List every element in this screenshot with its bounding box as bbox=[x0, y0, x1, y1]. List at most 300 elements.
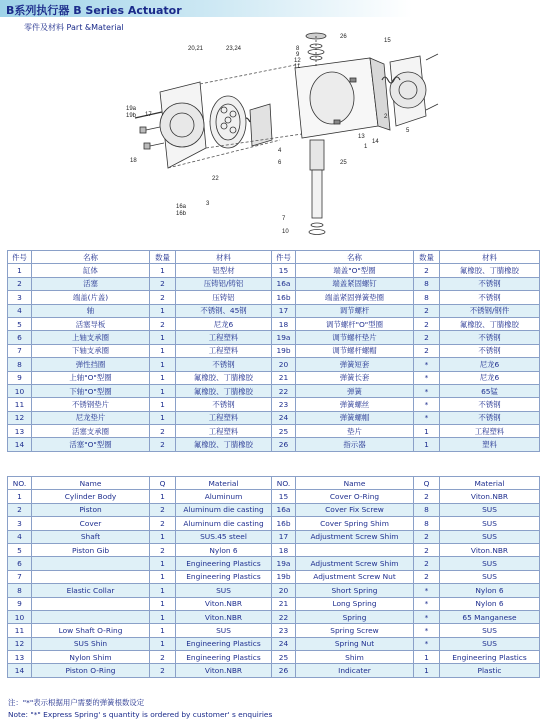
table-cell: 9 bbox=[8, 597, 32, 610]
table-cell: 8 bbox=[414, 517, 440, 530]
callout: 5 bbox=[406, 128, 410, 134]
table-row bbox=[8, 543, 540, 556]
table-row bbox=[8, 317, 540, 330]
callout: 3 bbox=[206, 201, 210, 207]
table-cell: 1 bbox=[150, 610, 176, 623]
table-cell: 19a bbox=[272, 557, 296, 570]
table-cell: 不锈钢 bbox=[440, 398, 540, 411]
table-cell: 8 bbox=[414, 503, 440, 516]
column-header: Q bbox=[150, 477, 176, 490]
page-subtitle: 零件及材料 Part &Material bbox=[24, 23, 124, 32]
table-cell: * bbox=[414, 610, 440, 623]
table-cell: 2 bbox=[150, 277, 176, 290]
table-cell: 8 bbox=[8, 584, 32, 597]
table-cell: 氟橡胶、丁腈橡胶 bbox=[176, 438, 272, 451]
table-cell: 1 bbox=[150, 304, 176, 317]
table-cell: 2 bbox=[8, 503, 32, 516]
table-cell: 不锈钢 bbox=[440, 344, 540, 357]
table-cell: 24 bbox=[272, 411, 296, 424]
table-cell: Long Spring bbox=[296, 597, 414, 610]
table-cell: 4 bbox=[8, 530, 32, 543]
callout: 12 bbox=[294, 58, 301, 64]
table-cell: 1 bbox=[150, 597, 176, 610]
callout: 20,21 bbox=[188, 46, 204, 52]
table-cell: Short Spring bbox=[296, 584, 414, 597]
table-row bbox=[8, 570, 540, 583]
table-cell: 7 bbox=[8, 344, 32, 357]
table-cell: Aluminum bbox=[176, 490, 272, 503]
table-cell: 13 bbox=[8, 425, 32, 438]
table-cell: 19b bbox=[272, 570, 296, 583]
callout: 8 bbox=[296, 46, 300, 52]
table-cell: 1 bbox=[150, 584, 176, 597]
table-cell: Shaft bbox=[32, 530, 150, 543]
table-cell: * bbox=[414, 384, 440, 397]
table-cell: Aluminum die casting bbox=[176, 517, 272, 530]
parts-table-chinese bbox=[7, 250, 540, 452]
table-cell: 压铸铝 bbox=[176, 291, 272, 304]
table-cell: 14 bbox=[8, 664, 32, 677]
table-cell: * bbox=[414, 371, 440, 384]
table-cell: 氟橡胶、丁腈橡胶 bbox=[440, 317, 540, 330]
table-cell: Piston Gib bbox=[32, 543, 150, 556]
note-chinese: 注："*"表示根据用户需要的弹簧根数设定 bbox=[8, 698, 145, 707]
table-cell: 65 Manganese bbox=[440, 610, 540, 623]
callout: 14 bbox=[372, 139, 379, 145]
table-cell: 尼龙6 bbox=[440, 371, 540, 384]
column-header: Name bbox=[32, 477, 150, 490]
table-cell: 不锈钢 bbox=[176, 398, 272, 411]
cylinder-body bbox=[295, 58, 390, 138]
table-cell: Cylinder Body bbox=[32, 490, 150, 503]
table-cell: 19a bbox=[272, 331, 296, 344]
table-cell: Nylon 6 bbox=[176, 543, 272, 556]
table-cell: 2 bbox=[414, 344, 440, 357]
table-cell: * bbox=[414, 358, 440, 371]
table-cell: 不锈钢 bbox=[176, 358, 272, 371]
exploded-view-drawing bbox=[120, 30, 440, 245]
callout: 15 bbox=[384, 38, 391, 44]
table-cell: 2 bbox=[414, 570, 440, 583]
note-english: Note: "*" Express Spring' s quantity is ordered by customer' s enquiries bbox=[8, 710, 273, 719]
table-cell: 活塞支承圈 bbox=[32, 425, 150, 438]
table-row bbox=[8, 384, 540, 397]
table-cell: Low Shaft O-Ring bbox=[32, 624, 150, 637]
column-header: 名称 bbox=[296, 251, 414, 264]
table-cell: 不锈钢垫片 bbox=[32, 398, 150, 411]
table-cell: SUS Shin bbox=[32, 637, 150, 650]
table-cell: 16b bbox=[272, 291, 296, 304]
table-cell: 2 bbox=[414, 317, 440, 330]
table-cell: 工程塑料 bbox=[176, 425, 272, 438]
table-cell: Viton.NBR bbox=[176, 597, 272, 610]
table-cell: 10 bbox=[8, 610, 32, 623]
title-bar bbox=[0, 0, 550, 17]
callout: 13 bbox=[358, 134, 365, 140]
table-row bbox=[8, 597, 540, 610]
table-cell: 8 bbox=[8, 358, 32, 371]
column-header: NO. bbox=[8, 477, 32, 490]
table-row bbox=[8, 398, 540, 411]
callout: 22 bbox=[212, 176, 219, 182]
table-cell: 2 bbox=[150, 651, 176, 664]
table-cell: 17 bbox=[272, 530, 296, 543]
callout: 2 bbox=[384, 114, 388, 120]
table-cell: Cover Fix Screw bbox=[296, 503, 414, 516]
table-row bbox=[8, 331, 540, 344]
table-cell: 5 bbox=[8, 317, 32, 330]
table-cell: 下轴支承圈 bbox=[32, 344, 150, 357]
table-cell: 2 bbox=[150, 317, 176, 330]
table-cell: Engineering Plastics bbox=[176, 637, 272, 650]
table-cell: 24 bbox=[272, 637, 296, 650]
table-cell: Cover Spring Shim bbox=[296, 517, 414, 530]
table-cell: Plastic bbox=[440, 664, 540, 677]
table-cell: 弹簧 bbox=[296, 384, 414, 397]
table-cell: 10 bbox=[8, 384, 32, 397]
table-cell: Cover bbox=[32, 517, 150, 530]
table-cell: 弹簧螺帽 bbox=[296, 411, 414, 424]
table-cell: 4 bbox=[8, 304, 32, 317]
table-cell: 2 bbox=[414, 543, 440, 556]
table-cell: 不锈钢 bbox=[440, 411, 540, 424]
table-cell: 2 bbox=[414, 530, 440, 543]
table-cell: 1 bbox=[414, 651, 440, 664]
table-cell: 调节螺杆"O"型圈 bbox=[296, 317, 414, 330]
table-cell: 端盖"O"型圈 bbox=[296, 264, 414, 277]
table-cell: 1 bbox=[150, 624, 176, 637]
table-cell: 25 bbox=[272, 425, 296, 438]
table-cell: Shim bbox=[296, 651, 414, 664]
table-cell: SUS bbox=[440, 624, 540, 637]
table-cell: * bbox=[414, 597, 440, 610]
table-row bbox=[8, 411, 540, 424]
table-cell: 19b bbox=[272, 344, 296, 357]
table-row bbox=[8, 425, 540, 438]
table-cell: Elastic Collar bbox=[32, 584, 150, 597]
table-cell bbox=[32, 570, 150, 583]
table-cell: 上轴支承圈 bbox=[32, 331, 150, 344]
callout: 16b bbox=[176, 211, 187, 217]
table-cell: 21 bbox=[272, 371, 296, 384]
callout: 16a bbox=[176, 204, 187, 210]
table-cell: 下轴"O"型圈 bbox=[32, 384, 150, 397]
table-cell: SUS bbox=[440, 637, 540, 650]
table-cell: 1 bbox=[150, 264, 176, 277]
table-cell: SUS bbox=[440, 570, 540, 583]
callout: 23,24 bbox=[226, 46, 242, 52]
table-cell: 1 bbox=[150, 637, 176, 650]
table-row bbox=[8, 664, 540, 677]
table-cell: 缸体 bbox=[32, 264, 150, 277]
table-cell: 5 bbox=[8, 543, 32, 556]
table-cell: 2 bbox=[414, 557, 440, 570]
table-cell: SUS bbox=[176, 584, 272, 597]
table-cell: Nylon Shim bbox=[32, 651, 150, 664]
callout: 6 bbox=[278, 160, 282, 166]
table-cell: SUS bbox=[440, 557, 540, 570]
table-cell: 1 bbox=[414, 664, 440, 677]
table-cell: 25 bbox=[272, 651, 296, 664]
table-cell: * bbox=[414, 398, 440, 411]
table-cell: 工程塑料 bbox=[176, 331, 272, 344]
table-row bbox=[8, 530, 540, 543]
table-cell: Viton.NBR bbox=[176, 664, 272, 677]
table-cell: 弹簧短套 bbox=[296, 358, 414, 371]
table-cell: 2 bbox=[150, 543, 176, 556]
table-cell: Nylon 6 bbox=[440, 584, 540, 597]
table-cell: 12 bbox=[8, 411, 32, 424]
table-cell: 65锰 bbox=[440, 384, 540, 397]
table-cell: 2 bbox=[150, 517, 176, 530]
table-cell: SUS.45 steel bbox=[176, 530, 272, 543]
table-cell: 1 bbox=[150, 411, 176, 424]
table-cell: 弹簧长套 bbox=[296, 371, 414, 384]
table-cell: 11 bbox=[8, 624, 32, 637]
table-cell: 1 bbox=[8, 490, 32, 503]
table-cell: 端盖(片盖) bbox=[32, 291, 150, 304]
table-cell: 1 bbox=[150, 530, 176, 543]
table-cell: 18 bbox=[272, 543, 296, 556]
table-cell: 8 bbox=[414, 277, 440, 290]
table-cell: 1 bbox=[150, 331, 176, 344]
table-cell: 2 bbox=[414, 331, 440, 344]
table-row bbox=[8, 503, 540, 516]
callout: 25 bbox=[340, 160, 347, 166]
callout: 4 bbox=[278, 148, 282, 154]
table-cell: 垫片 bbox=[296, 425, 414, 438]
table-cell: 7 bbox=[8, 570, 32, 583]
table-cell: 14 bbox=[8, 438, 32, 451]
table-cell: 23 bbox=[272, 624, 296, 637]
table-cell: 22 bbox=[272, 610, 296, 623]
table-cell: 17 bbox=[272, 304, 296, 317]
table-cell: 2 bbox=[150, 425, 176, 438]
table-cell: 压铸铝/铸铝 bbox=[176, 277, 272, 290]
table-cell: 1 bbox=[414, 425, 440, 438]
table-cell: 尼龙6 bbox=[440, 358, 540, 371]
table-cell: 工程塑料 bbox=[440, 425, 540, 438]
table-cell: 11 bbox=[8, 398, 32, 411]
table-cell: Spring Nut bbox=[296, 637, 414, 650]
table-cell: * bbox=[414, 637, 440, 650]
callout: 11 bbox=[294, 64, 301, 70]
table-cell: 不锈钢/钢件 bbox=[440, 304, 540, 317]
column-header: 数量 bbox=[150, 251, 176, 264]
table-cell: 20 bbox=[272, 358, 296, 371]
table-cell bbox=[32, 597, 150, 610]
table-row bbox=[8, 637, 540, 650]
table-cell: 1 bbox=[150, 384, 176, 397]
table-cell: 2 bbox=[150, 664, 176, 677]
table-cell: 1 bbox=[150, 557, 176, 570]
table-cell: 工程塑料 bbox=[176, 344, 272, 357]
table-cell: 端盖紧固螺钉 bbox=[296, 277, 414, 290]
table-cell: 2 bbox=[414, 304, 440, 317]
table-cell: 塑料 bbox=[440, 438, 540, 451]
table-cell: 铝型材 bbox=[176, 264, 272, 277]
table-cell: Viton.NBR bbox=[440, 490, 540, 503]
column-header: Material bbox=[176, 477, 272, 490]
table-cell: SUS bbox=[440, 517, 540, 530]
table-cell: 氟橡胶、丁腈橡胶 bbox=[176, 384, 272, 397]
table-cell: 26 bbox=[272, 438, 296, 451]
table-cell: 弹簧螺丝 bbox=[296, 398, 414, 411]
table-cell: Spring bbox=[296, 610, 414, 623]
table-cell: 尼龙6 bbox=[176, 317, 272, 330]
table-row bbox=[8, 490, 540, 503]
parts-table-english bbox=[7, 476, 540, 678]
table-cell: Piston bbox=[32, 503, 150, 516]
column-header: Q bbox=[414, 477, 440, 490]
table-cell: 23 bbox=[272, 398, 296, 411]
page-title: B系列执行器 B Series Actuator bbox=[6, 4, 182, 17]
table-cell: Indicater bbox=[296, 664, 414, 677]
table-cell: 活塞"O"型圈 bbox=[32, 438, 150, 451]
table-cell: 2 bbox=[150, 291, 176, 304]
callout: 17 bbox=[145, 112, 152, 118]
table-cell: Engineering Plastics bbox=[176, 570, 272, 583]
table-cell: 调节螺杆螺帽 bbox=[296, 344, 414, 357]
table-cell: 弹性挡圈 bbox=[32, 358, 150, 371]
callout: 26 bbox=[340, 34, 347, 40]
column-header: 数量 bbox=[414, 251, 440, 264]
table-cell: 3 bbox=[8, 291, 32, 304]
callout: 1 bbox=[364, 144, 368, 150]
table-cell: 1 bbox=[414, 438, 440, 451]
table-row bbox=[8, 277, 540, 290]
table-row bbox=[8, 304, 540, 317]
table-cell: 2 bbox=[8, 277, 32, 290]
table-cell: SUS bbox=[176, 624, 272, 637]
table-row bbox=[8, 610, 540, 623]
table-cell: Nylon 6 bbox=[440, 597, 540, 610]
table-cell: 工程塑料 bbox=[176, 411, 272, 424]
table-row bbox=[8, 651, 540, 664]
callout: 9 bbox=[296, 52, 300, 58]
table-cell: * bbox=[414, 411, 440, 424]
table-cell: 6 bbox=[8, 557, 32, 570]
table-cell: 轴 bbox=[32, 304, 150, 317]
table-cell: 不锈钢 bbox=[440, 291, 540, 304]
table-cell: Viton.NBR bbox=[176, 610, 272, 623]
table-cell: 2 bbox=[414, 490, 440, 503]
table-cell: 1 bbox=[8, 264, 32, 277]
callout: 10 bbox=[282, 229, 289, 235]
column-header: 件号 bbox=[272, 251, 296, 264]
table-cell: Adjustment Screw Shim bbox=[296, 557, 414, 570]
column-header: 材料 bbox=[440, 251, 540, 264]
callout: 19a bbox=[126, 106, 137, 112]
table-cell: 不锈钢、45钢 bbox=[176, 304, 272, 317]
callout: 19b bbox=[126, 113, 137, 119]
table-row bbox=[8, 291, 540, 304]
table-cell: 调节螺杆 bbox=[296, 304, 414, 317]
table-cell: SUS bbox=[440, 503, 540, 516]
table-cell: 氟橡胶、丁腈橡胶 bbox=[440, 264, 540, 277]
table-cell: 16a bbox=[272, 503, 296, 516]
table-cell: * bbox=[414, 584, 440, 597]
table-cell: 26 bbox=[272, 664, 296, 677]
table-header-row bbox=[8, 477, 540, 490]
table-cell bbox=[296, 543, 414, 556]
callout: 7 bbox=[282, 216, 286, 222]
table-cell: 16b bbox=[272, 517, 296, 530]
table-cell: Adjustment Screw Shim bbox=[296, 530, 414, 543]
table-cell: 指示器 bbox=[296, 438, 414, 451]
table-row bbox=[8, 438, 540, 451]
table-cell: 2 bbox=[150, 438, 176, 451]
table-cell: 21 bbox=[272, 597, 296, 610]
table-cell: Spring Screw bbox=[296, 624, 414, 637]
table-cell: 22 bbox=[272, 384, 296, 397]
table-row bbox=[8, 624, 540, 637]
table-cell: 上轴"O"型圈 bbox=[32, 371, 150, 384]
table-cell: 6 bbox=[8, 331, 32, 344]
table-cell: 活塞 bbox=[32, 277, 150, 290]
table-cell: 1 bbox=[150, 358, 176, 371]
table-cell: 活塞导板 bbox=[32, 317, 150, 330]
table-cell: 15 bbox=[272, 264, 296, 277]
table-cell: 3 bbox=[8, 517, 32, 530]
table-cell: Engineering Plastics bbox=[176, 557, 272, 570]
table-row bbox=[8, 371, 540, 384]
table-cell: 调节螺杆垫片 bbox=[296, 331, 414, 344]
table-cell: 20 bbox=[272, 584, 296, 597]
table-cell: 13 bbox=[8, 651, 32, 664]
table-cell: 1 bbox=[150, 398, 176, 411]
table-row bbox=[8, 264, 540, 277]
table-cell: 9 bbox=[8, 371, 32, 384]
table-cell bbox=[32, 557, 150, 570]
table-cell: 端盖紧固弹簧垫圈 bbox=[296, 291, 414, 304]
table-cell: 尼龙垫片 bbox=[32, 411, 150, 424]
callout: 18 bbox=[130, 158, 137, 164]
shaft bbox=[309, 140, 325, 235]
table-cell: 1 bbox=[150, 490, 176, 503]
table-cell: 1 bbox=[150, 371, 176, 384]
table-cell: 1 bbox=[150, 570, 176, 583]
table-row bbox=[8, 358, 540, 371]
table-cell: 不锈钢 bbox=[440, 331, 540, 344]
column-header: 名称 bbox=[32, 251, 150, 264]
table-cell: Piston O-Ring bbox=[32, 664, 150, 677]
table-cell: 2 bbox=[150, 503, 176, 516]
table-row bbox=[8, 344, 540, 357]
table-cell: Cover O-Ring bbox=[296, 490, 414, 503]
column-header: 件号 bbox=[8, 251, 32, 264]
table-cell: 16a bbox=[272, 277, 296, 290]
table-row bbox=[8, 584, 540, 597]
table-cell: Engineering Plastics bbox=[176, 651, 272, 664]
table-cell: Aluminum die casting bbox=[176, 503, 272, 516]
table-cell: SUS bbox=[440, 530, 540, 543]
table-cell: 8 bbox=[414, 291, 440, 304]
table-cell: Adjustment Screw Nut bbox=[296, 570, 414, 583]
table-row bbox=[8, 557, 540, 570]
table-cell: 12 bbox=[8, 637, 32, 650]
column-header: 材料 bbox=[176, 251, 272, 264]
table-cell: Viton.NBR bbox=[440, 543, 540, 556]
table-cell: 2 bbox=[414, 264, 440, 277]
table-cell: * bbox=[414, 624, 440, 637]
table-cell: 氟橡胶、丁腈橡胶 bbox=[176, 371, 272, 384]
table-cell: 18 bbox=[272, 317, 296, 330]
table-cell bbox=[32, 610, 150, 623]
column-header: NO. bbox=[272, 477, 296, 490]
table-row bbox=[8, 517, 540, 530]
column-header: Material bbox=[440, 477, 540, 490]
